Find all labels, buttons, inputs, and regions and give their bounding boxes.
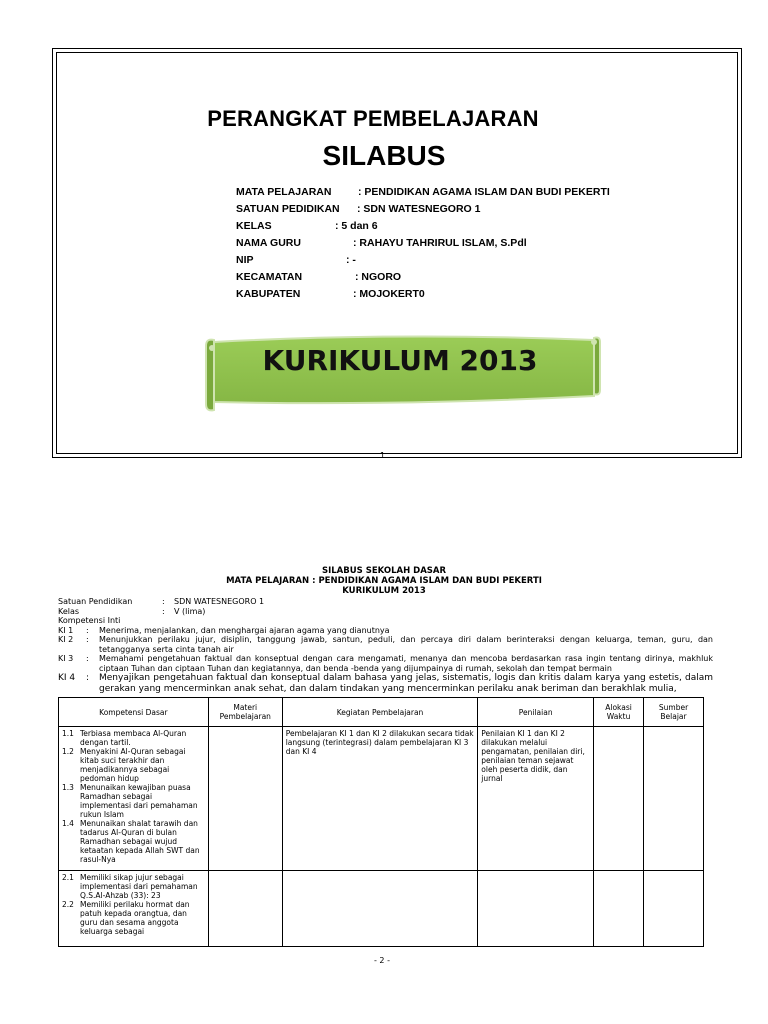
meta-value: : NGORO [355,271,402,283]
col-kegiatan: Kegiatan Pembelajaran [282,698,478,727]
penilaian-cell [478,871,594,947]
col-penilaian: Penilaian [478,698,594,727]
kd-item: 1.2 Menyakini Al-Quran sebagai kitab suci terakhir dan menjadikannya sebagai pedoman hidup [62,747,186,783]
sumber-cell [644,727,704,871]
info-value: V (lima) [174,606,206,616]
table-row [59,727,704,871]
kd-item: 2.1 Memiliki sikap jujur sebagai implementasi dari pemahaman Q.S.Al-Ahzab (33): 23 [62,873,198,900]
heading-line: SILABUS SEKOLAH DASAR [321,566,447,576]
kegiatan-cell [282,871,478,947]
silabus-info [58,597,713,695]
col-kompetensi-dasar: Kompetensi Dasar [59,698,209,727]
info-value: SDN WATESNEGORO 1 [174,597,265,606]
silabus-table [58,697,704,947]
meta-value: : PENDIDIKAN AGAMA ISLAM DAN BUDI PEKERTI [358,186,610,198]
kd-cell [59,727,209,871]
meta-label: KECAMATAN [236,271,303,283]
sumber-cell [644,871,704,947]
ki-label: KI 3 [58,654,74,663]
info-row-satuan [58,597,713,607]
kegiatan-cell: Pembelajaran KI 1 dan KI 2 dilakukan secara tidak langsung (terintegrasi) dalam pembelajaran KI 3 dan KI 4 [282,727,478,871]
meta-label: KELAS [236,220,272,232]
table-row [59,871,704,947]
ki-label: KI 4 [58,673,76,683]
ki-row-4 [58,673,713,695]
alokasi-cell [594,871,644,947]
ki-colon: : [86,635,89,644]
heading-line: MATA PELAJARAN : PENDIDIKAN AGAMA ISLAM DAN BUDI PEKERTI [226,576,542,586]
col-alokasi: Alokasi Waktu [594,698,644,727]
materi-cell [208,727,282,871]
meta-label: SATUAN PEDIDIKAN [236,203,340,215]
heading-line: KURIKULUM 2013 [342,586,426,596]
meta-value: : SDN WATESNEGORO 1 [357,203,481,215]
kd-item: 1.4 Menunaikan shalat tarawih dan tadarus Al-Quran di bulan Ramadhan sebagai wujud ketaatan kepada Allah SWT dan rasul-Nya [62,819,200,864]
ki-colon: : [86,625,89,635]
meta-label: MATA PELAJARAN [236,186,332,198]
col-materi: Materi Pembelajaran [208,698,282,727]
ki-text: Menyajikan pengetahuan faktual dan konseptual dalam bahasa yang jelas, sistematis, logis dan kritis dalam karya yang estetis, dalam gerakan yang mencerminkan anak sehat, dan dalam tindakan yang mencerminkan perilaku anak beriman dan berakhlak mulia, [99,673,713,694]
info-colon: : [162,606,165,616]
meta-value: : 5 dan 6 [335,220,378,232]
ki-label: KI 1 [58,625,74,635]
ki-row-3 [58,654,713,673]
materi-cell [208,871,282,947]
ki-text: Menunjukkan perilaku jujur, disiplin, tanggung jawab, santun, peduli, dan percaya diri dalam berinteraksi dengan keluarga, teman, guru, dan tetangganya serta cinta tanah air [99,635,713,654]
kd-item: 1.3 Menunaikan kewajiban puasa Ramadhan sebagai implementasi dari pemahaman rukun Islam [62,783,198,819]
ki-colon: : [86,654,89,663]
alokasi-cell [594,727,644,871]
ki-colon: : [86,673,90,683]
kd-item: 1.1 Terbiasa membaca Al-Quran dengan tartil. [62,729,187,747]
kd-cell [59,871,209,947]
meta-value: : RAHAYU TAHRIRUL ISLAM, S.Pdl [353,237,527,249]
penilaian-cell: Penilaian KI 1 dan KI 2 dilakukan melalui pengamatan, penilaian diri, penilaian teman sejawat oleh peserta didik, dan jurnal [478,727,594,871]
page-number: - 2 - [374,956,390,965]
silabus-heading [0,566,768,596]
ki-row-1 [58,626,713,636]
col-sumber: Sumber Belajar [644,698,704,727]
ki-label: KI 2 [58,635,74,644]
ki-title [58,616,713,626]
cover-title: PERANGKAT PEMBELAJARAN [207,106,539,131]
banner-text: KURIKULUM 2013 [262,344,538,377]
meta-label: NIP [236,254,254,266]
meta-label: KABUPATEN [236,288,301,300]
info-row-kelas [58,607,713,617]
kd-item: 2.2 Memiliki perilaku hormat dan patuh kepada orangtua, dan guru dan sesama anggota keluarga sebagai [62,900,190,936]
ki-text: Menerima, menjalankan, dan menghargai ajaran agama yang dianutnya [99,625,390,635]
meta-label: NAMA GURU [236,237,301,249]
page-number: 1 [380,451,386,460]
meta-value: : MOJOKERT0 [353,288,425,300]
ki-text: Memahami pengetahuan faktual dan konseptual dengan cara mengamati, menanya dan mencoba berdasarkan rasa ingin tentang dirinya, makhluk ciptaan Tuhan dan ciptaan Tuhan dan kegiatannya, dan benda -benda yang dijumpainya di rumah, sekolah dan tempat bermain [99,654,713,673]
info-label: Satuan Pendidikan [58,597,133,606]
info-label: Kelas [58,606,80,616]
meta-value: : - [346,254,356,266]
ki-row-2 [58,635,713,654]
table-header-row [59,698,704,727]
info-colon: : [162,597,165,606]
cover-subtitle: SILABUS [322,140,446,171]
ki-title-text: Kompetensi Inti [58,616,121,625]
